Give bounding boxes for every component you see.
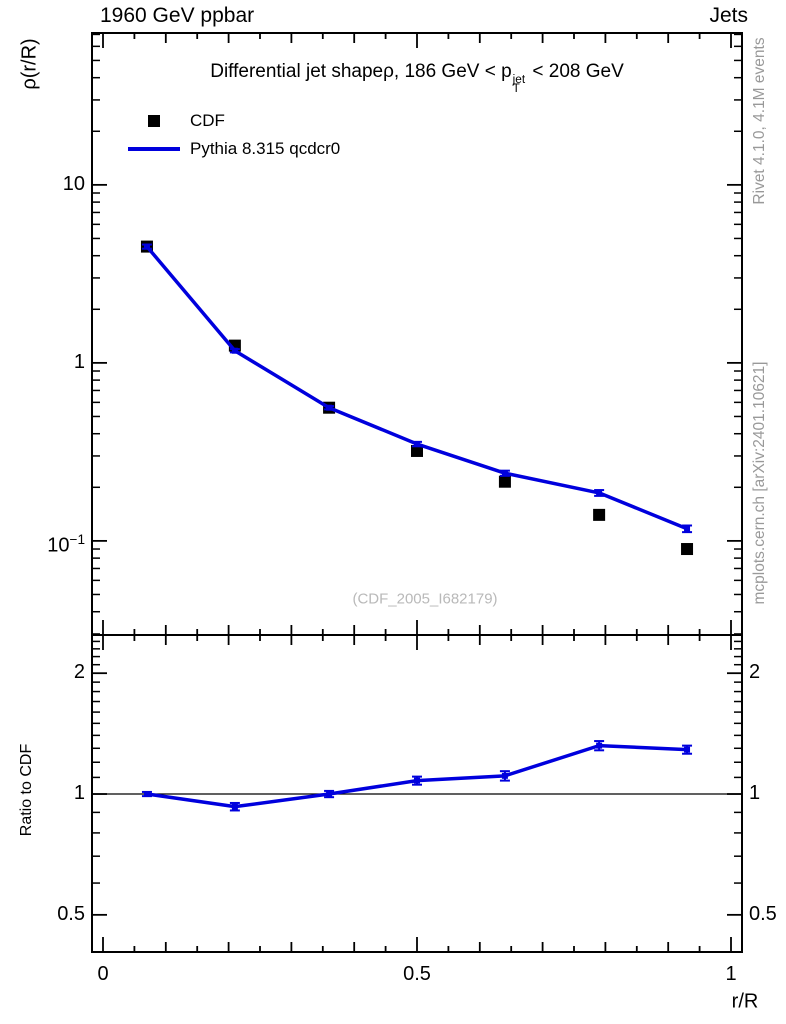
- x-axis-title: r/R: [731, 990, 759, 1013]
- mc-point: [684, 747, 690, 753]
- mc-point: [684, 526, 690, 532]
- mc-point: [144, 791, 150, 797]
- mc-point: [144, 244, 150, 250]
- data-point-square: [499, 476, 511, 488]
- x-tick-label: 1: [725, 963, 737, 985]
- mc-point: [326, 791, 332, 797]
- mc-point: [414, 778, 420, 784]
- mc-point: [326, 405, 332, 411]
- plot-title: Differential jet shapeρ, 186 GeV < p jet T < 208 GeV: [210, 61, 624, 96]
- ratio-ytick-label-right: 0.5: [749, 902, 777, 925]
- legend: [128, 107, 340, 163]
- main-ytick-label: 10: [62, 172, 85, 195]
- legend-label-cdf: CDF: [190, 111, 225, 130]
- rivet-version-note: Rivet 4.1.0, 4.1M events: [751, 37, 768, 205]
- legend-marker-column: [128, 147, 180, 151]
- mc-point: [232, 804, 238, 810]
- header-analysis-group: Jets: [709, 4, 748, 27]
- legend-label-pythia: Pythia 8.315 qcdcr0: [190, 139, 341, 158]
- cdf-square-marker-icon: [148, 115, 160, 127]
- analysis-watermark: (CDF_2005_I682179): [352, 590, 498, 608]
- main-y-axis-title: ρ(r/R): [18, 38, 41, 90]
- mc-line: [147, 247, 687, 529]
- legend-item-cdf: [128, 107, 340, 135]
- mc-point: [596, 490, 602, 496]
- legend-item-pythia: [128, 135, 340, 163]
- ratio-ytick-label-right: 2: [749, 661, 761, 684]
- ratio-y-axis-title: Ratio to CDF: [18, 743, 35, 837]
- legend-marker-column: [128, 115, 180, 127]
- data-point-square: [593, 509, 605, 521]
- ratio-ytick-label-left: 0.5: [57, 902, 85, 925]
- mcplots-arxiv-note: mcplots.cern.ch [arXiv:2401.10621]: [751, 361, 768, 605]
- mc-point: [414, 441, 420, 447]
- ratio-ytick-label-left: 2: [73, 661, 85, 684]
- mc-point: [502, 470, 508, 476]
- pythia-line-marker-icon: [128, 147, 180, 151]
- main-ytick-label: $10^{-1}$: [47, 531, 85, 557]
- header-beam-label: 1960 GeV ppbar: [100, 4, 255, 27]
- main-ytick-label: 1: [73, 350, 85, 373]
- mc-point: [596, 743, 602, 749]
- mc-point: [232, 348, 238, 354]
- mc-point: [502, 773, 508, 779]
- ratio-ytick-label-left: 1: [73, 782, 85, 805]
- x-tick-label: 0.5: [403, 963, 431, 985]
- data-point-square: [681, 543, 693, 555]
- x-tick-label: 0: [97, 963, 109, 985]
- ratio-ytick-label-right: 1: [749, 782, 761, 805]
